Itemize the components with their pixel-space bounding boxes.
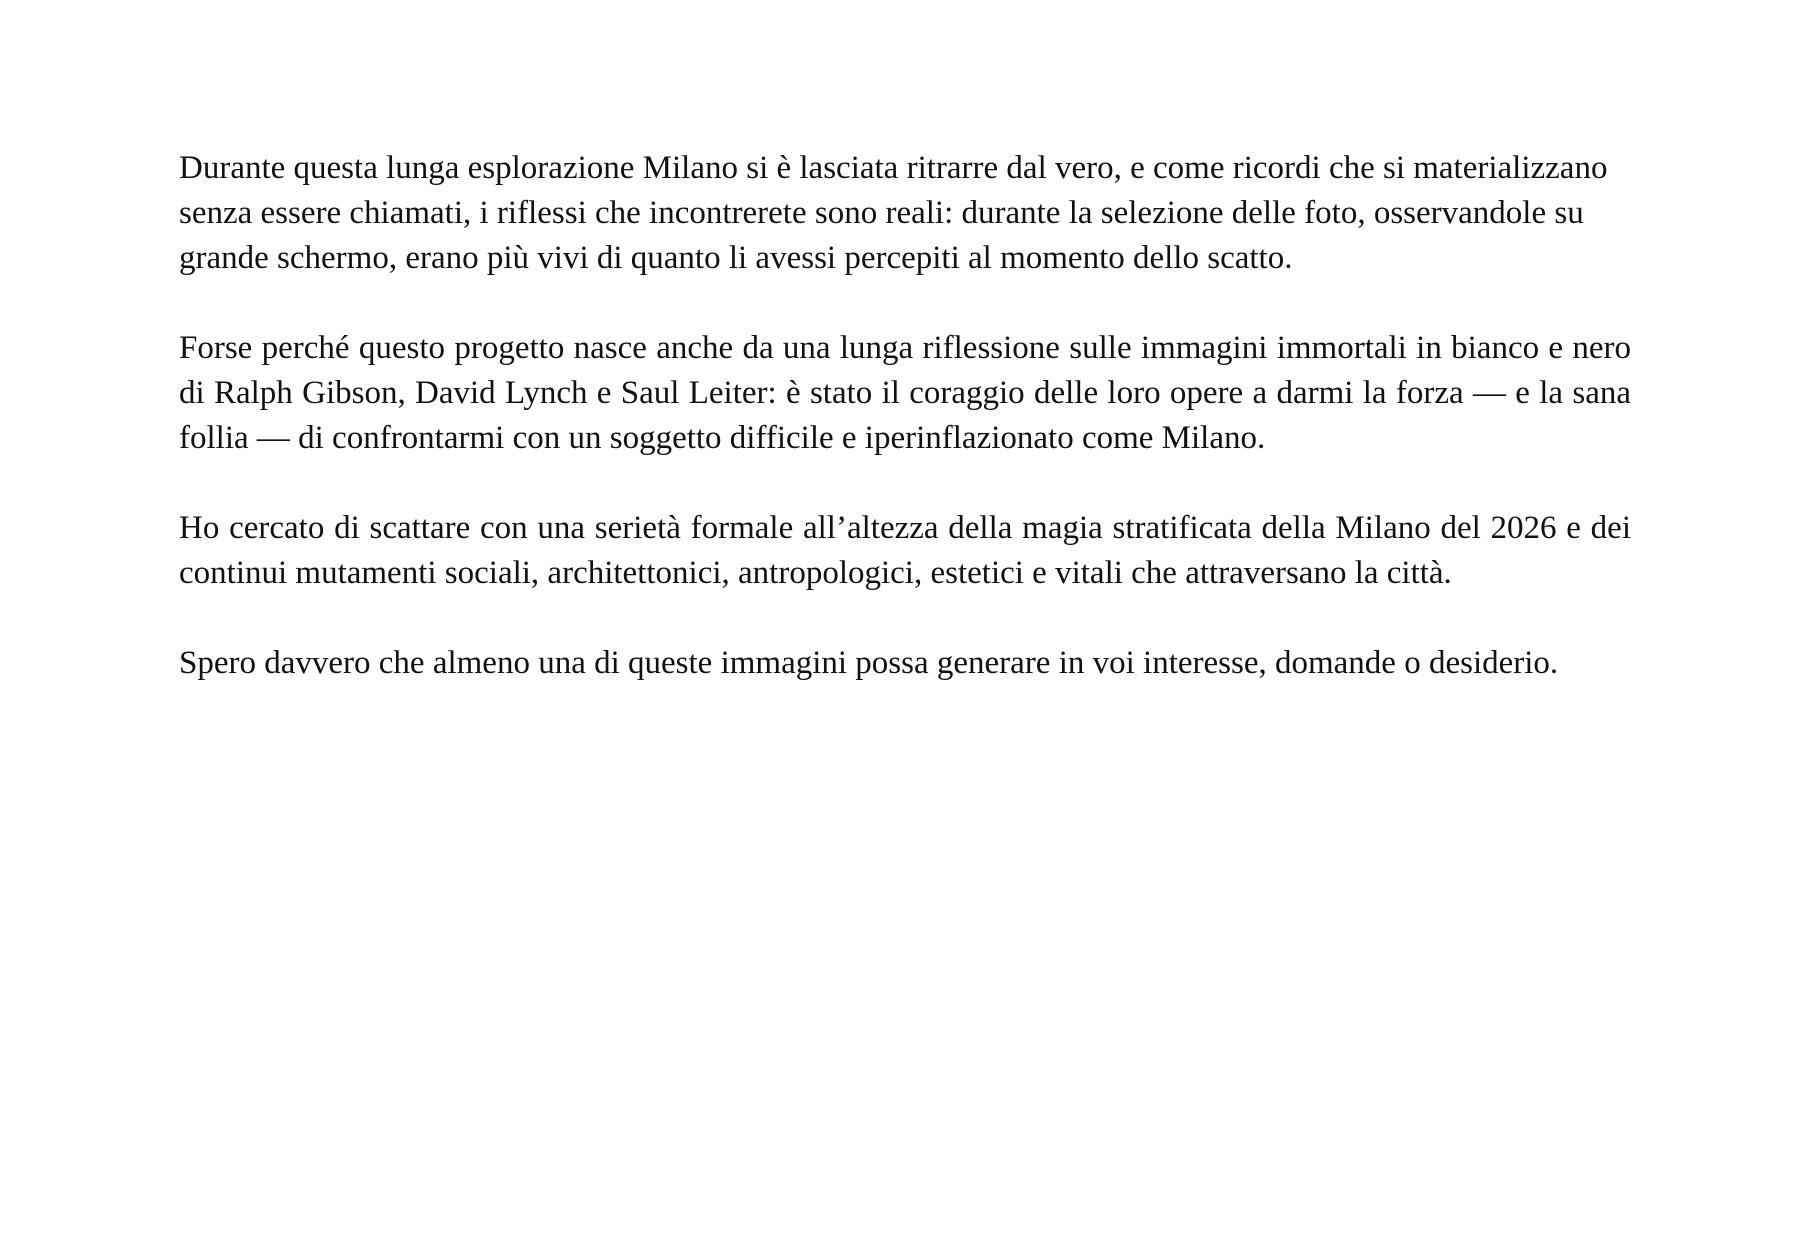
- paragraph-1: Durante questa lunga esplorazione Milano si è lasciata ritrarre dal vero, e come ricordi che si materializzano senza essere chiamati, i riflessi che incontrerete sono reali: durante la selezione delle foto, osservandole su grande schermo, erano più vivi di quanto li avessi percepiti al momento dello scatto.: [179, 150, 1608, 276]
- paragraph-3: Ho cercato di scattare con una serietà formale all’altezza della magia stratificata della Milano del 2026 e dei continui mutamenti sociali, architettonici, antropologici, estetici e vitali che attraversano la città.: [179, 510, 1631, 591]
- paragraph-4: Spero davvero che almeno una di queste immagini possa generare in voi interesse, domande o desiderio.: [179, 645, 1559, 681]
- paragraph-2: Forse perché questo progetto nasce anche da una lunga riflessione sulle immagini immortali in bianco e nero di Ralph Gibson, David Lynch e Saul Leiter: è stato il coraggio delle loro opere a darmi la forza — e la sana follia — di confrontarmi con un soggetto difficile e iperinflazionato come Milano.: [179, 330, 1631, 456]
- body-text: [179, 146, 1631, 731]
